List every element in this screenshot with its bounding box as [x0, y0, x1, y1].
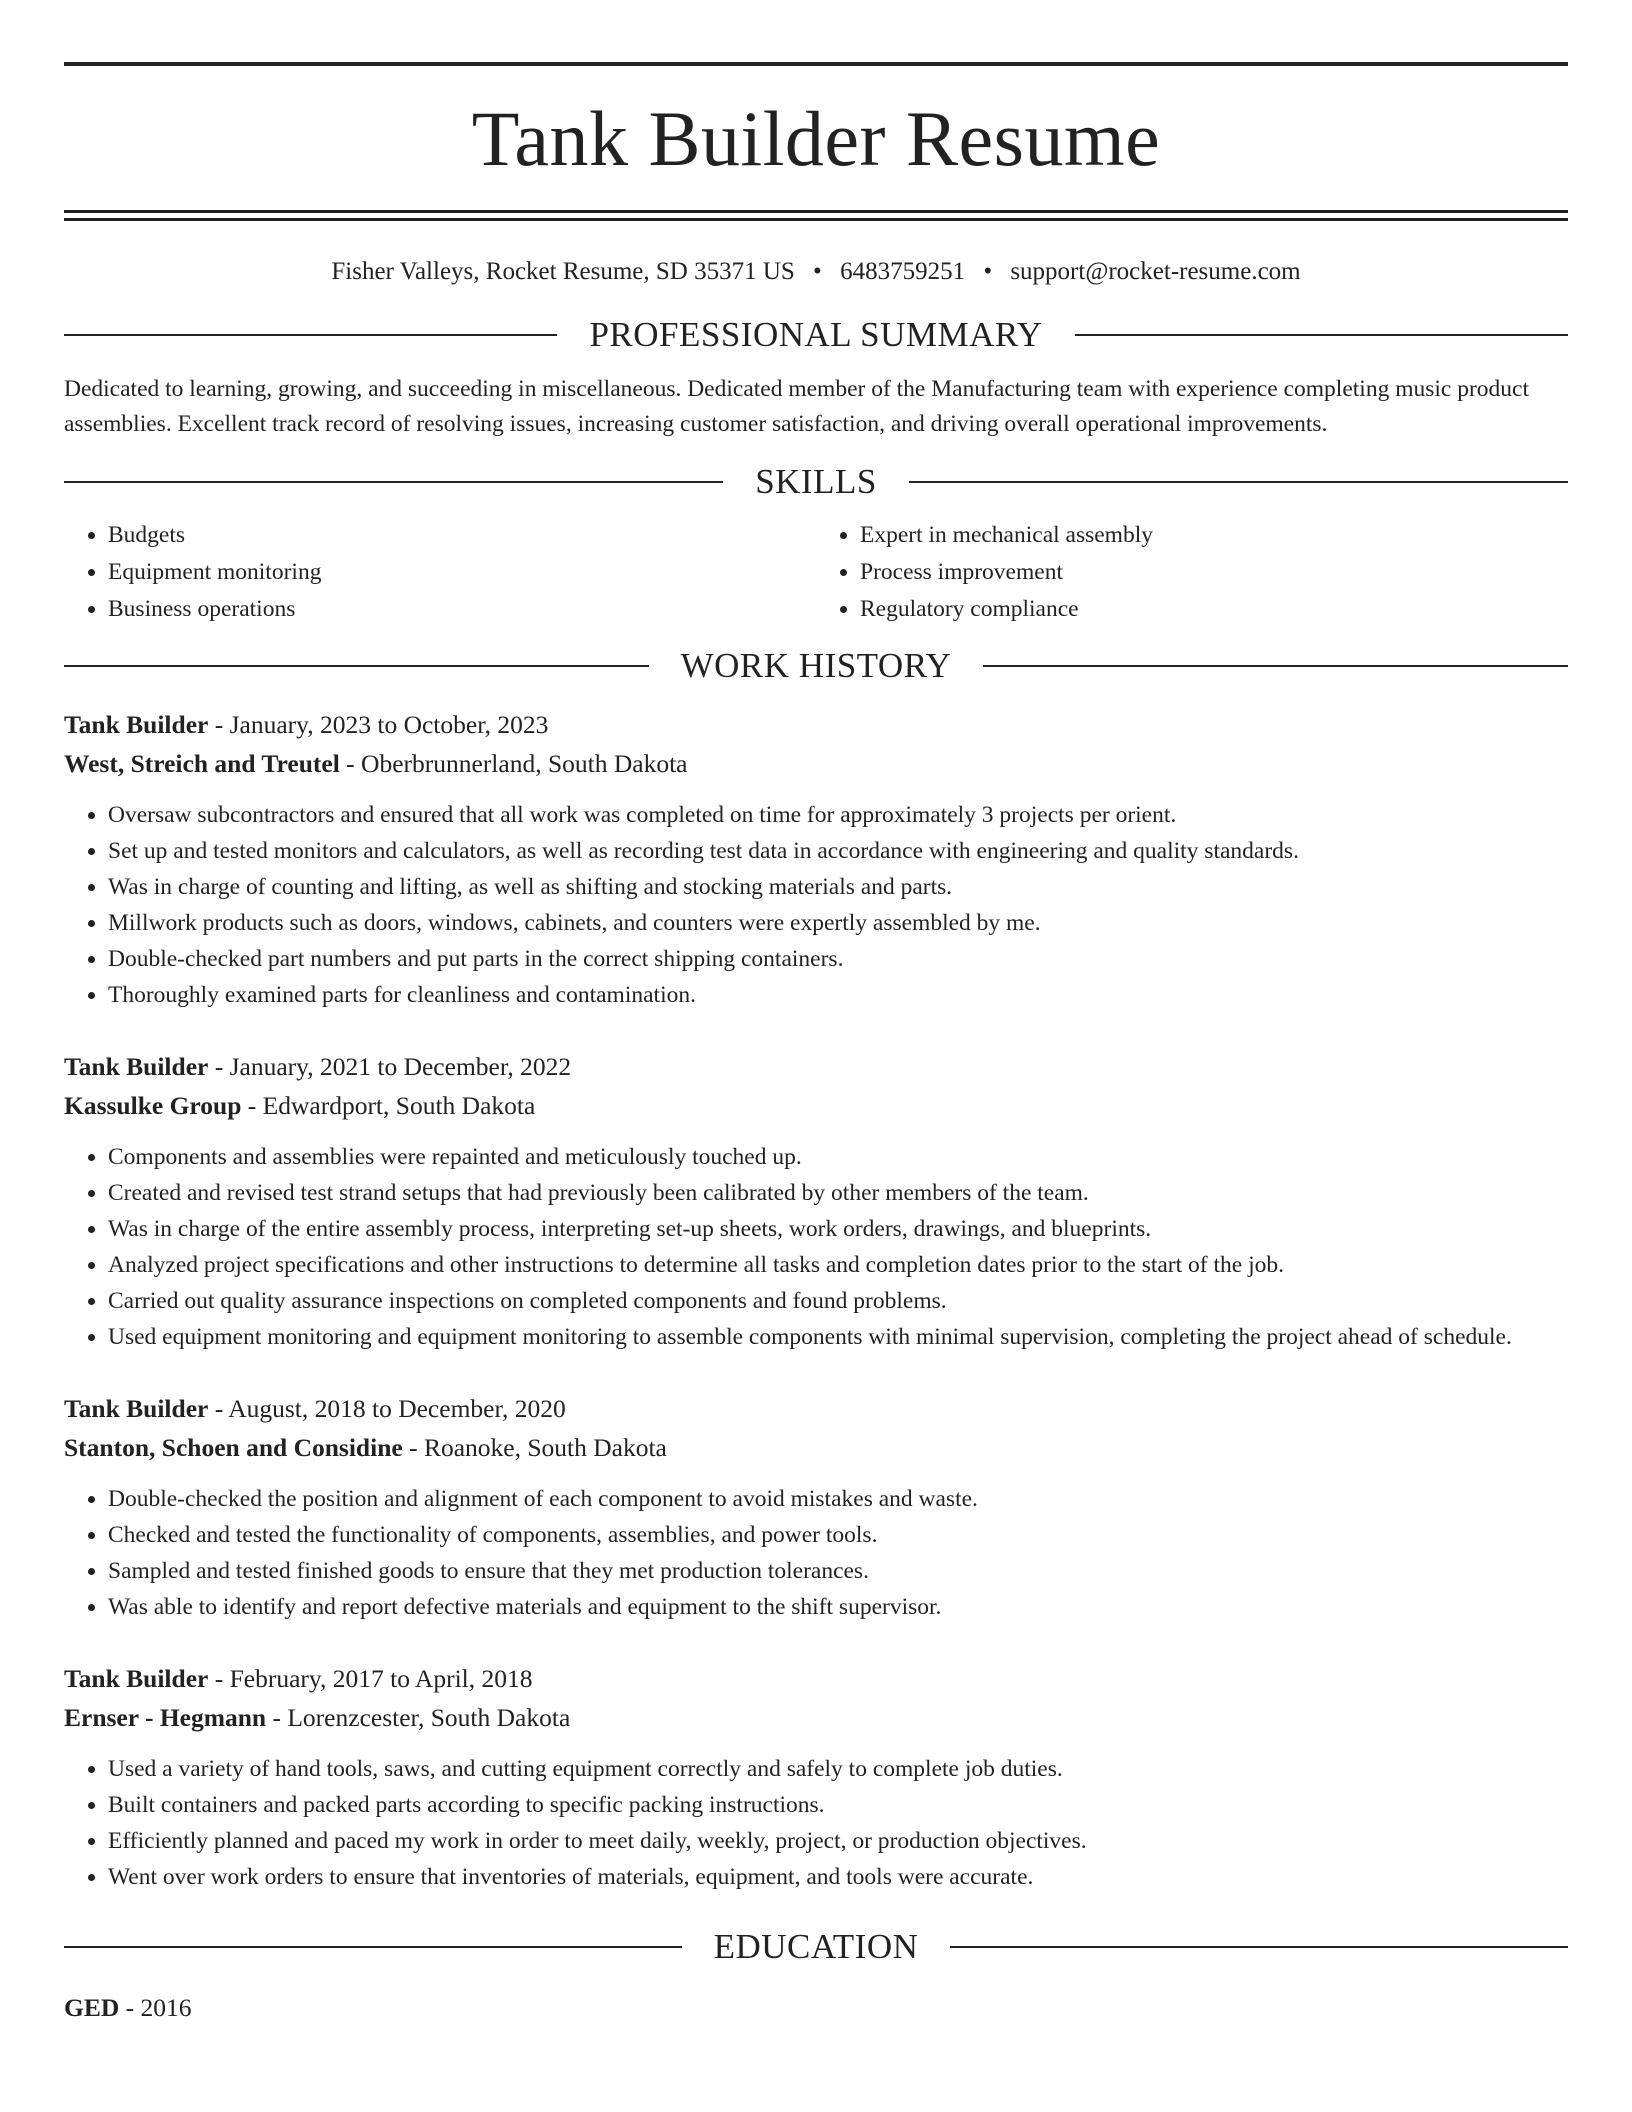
job-company-line: Ernser - Hegmann - Lorenzcester, South Dakota	[64, 1703, 571, 1732]
section-rule	[64, 1946, 682, 1948]
contact-address: Fisher Valleys, Rocket Resume, SD 35371 US	[331, 258, 795, 285]
job-bullet: • Was in charge of the entire assembly process, interpreting set-up sheets, work orders, drawings, and blueprints.	[108, 1211, 1568, 1247]
job-bullets	[64, 1751, 1568, 1895]
job-bullet: • Carried out quality assurance inspections on completed components and found problems.	[108, 1283, 1568, 1319]
job-bullet: • Used a variety of hand tools, saws, and cutting equipment correctly and safely to complete job duties.	[108, 1751, 1568, 1787]
job-bullet: • Set up and tested monitors and calculators, as well as recording test data in accordance with engineering and quality standards.	[108, 833, 1568, 869]
education-entry: GED - 2016	[64, 1993, 192, 2022]
contact-phone: 6483759251	[840, 258, 966, 285]
section-rule	[1075, 334, 1568, 336]
job-bullet: • Efficiently planned and paced my work in order to meet daily, weekly, project, or production objectives.	[108, 1823, 1568, 1859]
job-bullet: • Components and assemblies were repainted and meticulously touched up.	[108, 1139, 1568, 1175]
job-bullet: • Oversaw subcontractors and ensured that all work was completed on time for approximately 3 projects per orient.	[108, 797, 1568, 833]
section-header-work-history	[64, 648, 1568, 683]
job-entry	[64, 1047, 1568, 1355]
section-header-skills	[64, 464, 1568, 499]
section-title: PROFESSIONAL SUMMARY	[589, 315, 1043, 354]
job-title: Tank Builder	[64, 1664, 209, 1693]
summary-text: Dedicated to learning, growing, and succeeding in miscellaneous. Dedicated member of the Manufacturing team with experience completing music product assemblies. Excellent track record of resolving issues, increasing customer satisfaction, and driving overall operational improvements.	[64, 376, 1529, 437]
job-company-line: West, Streich and Treutel - Oberbrunnerland, South Dakota	[64, 749, 688, 778]
skills-column-left	[64, 517, 816, 628]
job-entry	[64, 1389, 1568, 1625]
job-bullet: • Millwork products such as doors, windows, cabinets, and counters were expertly assembled by me.	[108, 905, 1568, 941]
job-bullet: • Was able to identify and report defective materials and equipment to the shift supervisor.	[108, 1589, 1568, 1625]
job-title-line: Tank Builder - January, 2023 to October, 2023	[64, 710, 549, 739]
skill-item: • Process improvement	[860, 554, 1568, 591]
skill-item: • Budgets	[108, 517, 816, 554]
job-bullet: • Used equipment monitoring and equipment monitoring to assemble components with minimal supervision, completing the project ahead of schedule.	[108, 1319, 1568, 1355]
section-header-summary	[64, 317, 1568, 352]
skill-item: • Expert in mechanical assembly	[860, 517, 1568, 554]
job-entry	[64, 705, 1568, 1013]
section-title: WORK HISTORY	[680, 646, 952, 685]
job-title-line: Tank Builder - January, 2021 to December, 2022	[64, 1052, 572, 1081]
job-bullet: • Was in charge of counting and lifting, as well as shifting and stocking materials and parts.	[108, 869, 1568, 905]
job-entry	[64, 1659, 1568, 1895]
skill-item: • Equipment monitoring	[108, 554, 816, 591]
job-bullet: • Built containers and packed parts according to specific packing instructions.	[108, 1787, 1568, 1823]
section-title: EDUCATION	[713, 1927, 919, 1966]
skills-column-right	[816, 517, 1568, 628]
job-title-line: Tank Builder - February, 2017 to April, 2018	[64, 1664, 533, 1693]
skill-item: • Regulatory compliance	[860, 591, 1568, 628]
contact-separator: •	[983, 258, 993, 285]
job-dates: February, 2017 to April, 2018	[229, 1664, 533, 1693]
skill-item: • Business operations	[108, 591, 816, 628]
job-bullets	[64, 797, 1568, 1013]
top-rule	[64, 62, 1568, 66]
skills-list	[64, 517, 1568, 628]
job-location: Oberbrunnerland, South Dakota	[361, 749, 688, 778]
section-rule	[983, 665, 1568, 667]
education-year: 2016	[140, 1993, 192, 2022]
section-title: SKILLS	[755, 462, 877, 501]
contact-line	[64, 257, 1568, 287]
job-company-line: Kassulke Group - Edwardport, South Dakota	[64, 1091, 536, 1120]
contact-separator: •	[813, 258, 822, 285]
job-location: Lorenzcester, South Dakota	[287, 1703, 571, 1732]
job-location: Edwardport, South Dakota	[262, 1091, 536, 1120]
job-bullet: • Thoroughly examined parts for cleanliness and contamination.	[108, 977, 1568, 1013]
job-company-line: Stanton, Schoen and Considine - Roanoke, South Dakota	[64, 1433, 667, 1462]
resume-title: Tank Builder Resume	[471, 95, 1161, 182]
job-bullet: • Double-checked the position and alignment of each component to avoid mistakes and waste.	[108, 1481, 1568, 1517]
contact-email: support@rocket-resume.com	[1010, 258, 1301, 285]
job-company: Kassulke Group	[64, 1091, 242, 1120]
job-location: Roanoke, South Dakota	[423, 1433, 667, 1462]
job-bullet: • Created and revised test strand setups that had previously been calibrated by other members of the team.	[108, 1175, 1568, 1211]
job-company: Stanton, Schoen and Considine	[64, 1433, 403, 1462]
job-title: Tank Builder	[64, 1052, 209, 1081]
job-dates: August, 2018 to December, 2020	[228, 1394, 566, 1423]
section-rule	[950, 1946, 1568, 1948]
work-history-list	[64, 705, 1568, 1895]
section-rule	[909, 481, 1568, 483]
job-dates: January, 2023 to October, 2023	[229, 710, 549, 739]
job-dates: January, 2021 to December, 2022	[229, 1052, 572, 1081]
job-company: Ernser - Hegmann	[64, 1703, 267, 1732]
job-title: Tank Builder	[64, 1394, 209, 1423]
job-bullet: • Checked and tested the functionality of components, assemblies, and power tools.	[108, 1517, 1568, 1553]
section-rule	[64, 481, 723, 483]
job-bullet: • Double-checked part numbers and put parts in the correct shipping containers.	[108, 941, 1568, 977]
job-bullets	[64, 1481, 1568, 1625]
education-degree: GED	[64, 1993, 120, 2022]
title-double-rule	[64, 210, 1568, 221]
section-rule	[64, 334, 557, 336]
section-rule	[64, 665, 649, 667]
section-header-education	[64, 1929, 1568, 1964]
job-company: West, Streich and Treutel	[64, 749, 340, 778]
job-bullets	[64, 1139, 1568, 1355]
job-bullet: • Sampled and tested finished goods to ensure that they met production tolerances.	[108, 1553, 1568, 1589]
job-title: Tank Builder	[64, 710, 209, 739]
job-bullet: • Went over work orders to ensure that inventories of materials, equipment, and tools were accurate.	[108, 1859, 1568, 1895]
job-title-line: Tank Builder - August, 2018 to December, 2020	[64, 1394, 566, 1423]
job-bullet: • Analyzed project specifications and other instructions to determine all tasks and completion dates prior to the start of the job.	[108, 1247, 1568, 1283]
